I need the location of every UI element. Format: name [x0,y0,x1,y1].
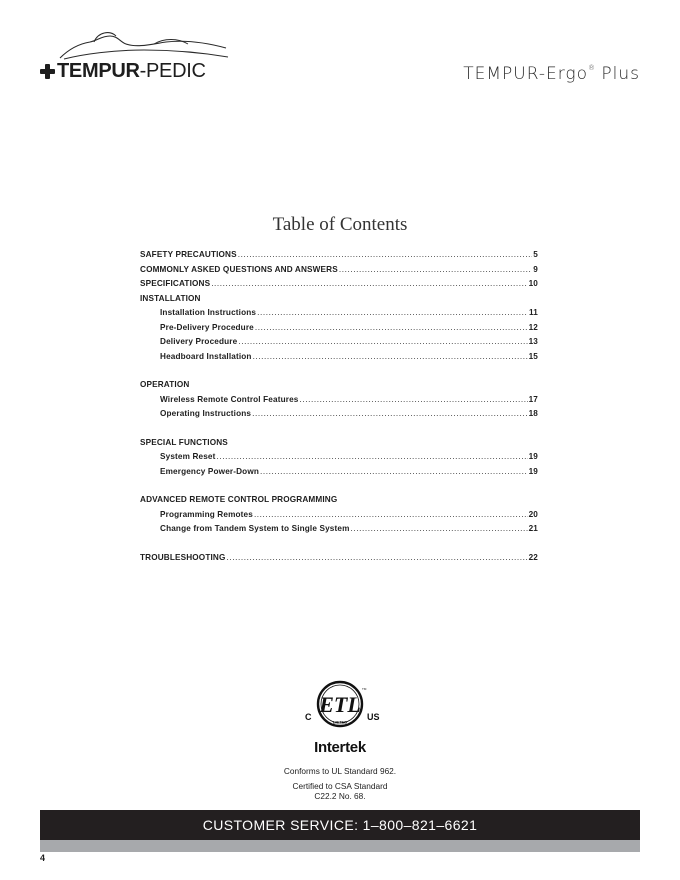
toc-leader-dots [238,337,527,346]
toc-entry-page: 17 [528,394,538,404]
toc-subentry[interactable] [140,510,538,525]
toc-entry-label: INSTALLATION [140,293,201,303]
toc-leader-dots [254,510,528,519]
toc-entry[interactable] [140,553,538,568]
toc-entry-page: 10 [528,279,538,288]
toc-entry-page: 9 [533,264,538,274]
toc-leader-dots [253,352,528,361]
toc-subentry[interactable] [140,308,538,323]
toc-entry[interactable] [140,438,538,453]
toc-entry-label: TROUBLESHOOTING [140,552,226,562]
etl-listed-mark-icon [298,670,382,760]
toc-subentry[interactable] [140,352,538,367]
toc-subentry[interactable] [140,395,538,410]
toc-entry-label: Installation Instructions [160,308,257,317]
toc-spacer [140,366,538,380]
toc-leader-dots [339,265,532,274]
product-name: TEMPUR-Ergo® Plus [463,64,640,84]
toc-subentry[interactable] [140,337,538,352]
toc-entry-label: System Reset [160,452,216,461]
toc-entry-label: SAFETY PRECAUTIONS [140,250,237,259]
toc-leader-dots [351,524,528,533]
toc-entry-label: OPERATION [140,380,190,389]
toc-entry-label: Headboard Installation [160,351,252,361]
toc-spacer [140,481,538,495]
toc-entry-page: 19 [528,452,538,461]
toc-entry-label: Pre-Delivery Procedure [160,322,254,332]
customer-service-banner: CUSTOMER SERVICE: 1–800–821–6621 [40,810,640,840]
toc-entry-page: 5 [533,250,538,259]
toc-leader-dots [260,467,528,476]
toc-entry-page: 20 [528,509,538,519]
sleeping-figure-icon [54,28,230,62]
toc-leader-dots [217,452,528,461]
toc-entry-label: Change from Tandem System to Single System [160,524,350,533]
toc-entry-label: Emergency Power-Down [160,466,259,476]
toc-entry-page: 12 [528,322,538,332]
toc-leader-dots [238,250,533,259]
toc-subentry[interactable] [140,524,538,539]
toc-entry-label: Operating Instructions [160,409,252,418]
toc-leader-dots [257,308,528,317]
toc-subentry[interactable] [140,467,538,482]
toc-entry-page: 19 [528,466,538,476]
etl-text: ETL [319,692,361,717]
toc-entry-page: 13 [528,337,538,346]
toc-entry[interactable] [140,495,538,510]
toc-leader-dots [211,279,527,288]
cert-line-2: Certified to CSA Standard [292,781,388,791]
brand-name: TEMPUR-PEDIC [57,60,206,82]
footer-band [40,840,640,852]
toc-leader-dots [255,323,528,332]
trademark-text: TM [362,687,367,691]
toc-spacer [140,424,538,438]
toc-entry[interactable] [140,294,538,309]
toc-spacer [140,539,538,553]
toc-subentry[interactable] [140,452,538,467]
intertek-brand: Intertek [314,739,366,756]
toc-leader-dots [227,553,528,562]
toc-entry[interactable] [140,250,538,265]
toc-subentry[interactable] [140,323,538,338]
cert-line-1: Conforms to UL Standard 962. [283,766,397,776]
toc-entry-page: 18 [528,409,538,418]
toc-entry-label: SPECIAL FUNCTIONS [140,437,228,447]
page-title: Table of Contents [272,214,408,235]
c-mark: C [305,712,312,722]
page-number: 4 [40,853,46,863]
cert-line-3: C22.2 No. 68. [314,791,366,801]
toc-entry[interactable] [140,265,538,280]
toc-entry-label: Programming Remotes [160,509,253,519]
toc-leader-dots [300,395,528,404]
toc-entry-label: ADVANCED REMOTE CONTROL PROGRAMMING [140,495,338,504]
toc-leader-dots [252,409,527,418]
toc-subentry[interactable] [140,409,538,424]
toc-entry-label: COMMONLY ASKED QUESTIONS AND ANSWERS [140,264,338,274]
toc-entry-label: Wireless Remote Control Features [160,394,299,404]
listed-text: LISTED [332,719,348,725]
toc-entry-page: 22 [528,552,538,562]
toc-entry[interactable] [140,279,538,294]
table-of-contents [140,250,538,567]
toc-entry-label: SPECIFICATIONS [140,279,211,288]
cross-icon [40,64,55,79]
brand-wordmark [40,61,206,81]
toc-entry-page: 15 [528,351,538,361]
toc-entry-label: Delivery Procedure [160,337,238,346]
toc-entry-page: 11 [529,308,538,317]
us-mark: US [367,712,380,722]
toc-entry-page: 21 [528,524,538,533]
toc-entry[interactable] [140,380,538,395]
